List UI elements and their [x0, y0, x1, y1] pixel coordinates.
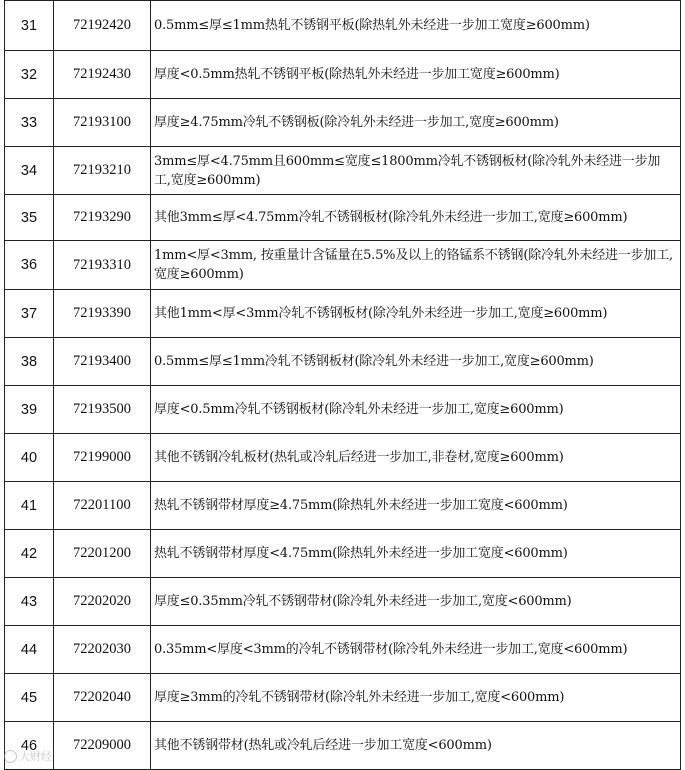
row-number-cell: 32	[5, 51, 54, 99]
product-description-cell: 3mm≤厚<4.75mm且600mm≤宽度≤1800mm冷轧不锈钢板材(除冷轧外未经进一步加工,宽度≥600mm)	[151, 147, 681, 195]
row-number-cell: 43	[5, 578, 54, 626]
product-description-cell: 0.35mm<厚度<3mm的冷轧不锈钢带材(除冷轧外未经进一步加工,宽度<600mm)	[151, 626, 681, 674]
row-number-cell: 39	[5, 386, 54, 434]
tariff-code-cell: 72193500	[54, 386, 151, 434]
watermark-text: 大财经	[19, 750, 52, 763]
tariff-code-cell: 72202020	[54, 578, 151, 626]
tariff-code-cell: 72193290	[54, 195, 151, 241]
row-number-cell: 46	[5, 722, 54, 770]
tariff-code-cell: 72201200	[54, 530, 151, 578]
table-row	[5, 578, 681, 626]
table-row	[5, 147, 681, 195]
row-number-cell: 38	[5, 338, 54, 386]
row-number-cell: 35	[5, 195, 54, 241]
row-number-cell: 44	[5, 626, 54, 674]
tariff-code-cell: 72192430	[54, 51, 151, 99]
table-row	[5, 626, 681, 674]
tariff-code-cell: 72202040	[54, 674, 151, 722]
tariff-code-cell: 72193210	[54, 147, 151, 195]
table-row	[5, 530, 681, 578]
row-number-cell: 40	[5, 434, 54, 482]
table-row	[5, 434, 681, 482]
row-number-cell: 34	[5, 147, 54, 195]
product-description-cell: 0.5mm≤厚≤1mm热轧不锈钢平板(除热轧外未经进一步加工宽度≥600mm)	[151, 1, 681, 51]
product-description-cell: 其他1mm<厚<3mm冷轧不锈钢板材(除冷轧外未经进一步加工,宽度≥600mm)	[151, 290, 681, 338]
product-description-cell: 厚度≤0.35mm冷轧不锈钢带材(除冷轧外未经进一步加工,宽度<600mm)	[151, 578, 681, 626]
tariff-code-cell: 72202030	[54, 626, 151, 674]
row-number-cell: 41	[5, 482, 54, 530]
product-description-cell: 1mm<厚<3mm, 按重量计含锰量在5.5%及以上的铬锰系不锈钢(除冷轧外未经进一步加工,宽度≥600mm)	[151, 241, 681, 290]
tariff-code-cell: 72193310	[54, 241, 151, 290]
row-number-cell: 33	[5, 99, 54, 147]
product-description-cell: 其他不锈钢带材(热轧或冷轧后经进一步加工宽度<600mm)	[151, 722, 681, 770]
tariff-table-body	[5, 1, 681, 770]
table-row	[5, 99, 681, 147]
product-description-cell: 0.5mm≤厚≤1mm冷轧不锈钢板材(除冷轧外未经进一步加工,宽度≥600mm)	[151, 338, 681, 386]
row-number-cell: 31	[5, 1, 54, 51]
table-row	[5, 195, 681, 241]
table-row	[5, 1, 681, 51]
product-description-cell: 厚度<0.5mm热轧不锈钢平板(除热轧外未经进一步加工宽度≥600mm)	[151, 51, 681, 99]
row-number-cell: 45	[5, 674, 54, 722]
table-row	[5, 338, 681, 386]
table-row	[5, 51, 681, 99]
tariff-code-cell: 72192420	[54, 1, 151, 51]
table-row	[5, 241, 681, 290]
row-number-cell: 37	[5, 290, 54, 338]
product-description-cell: 厚度≥4.75mm冷轧不锈钢板(除冷轧外未经进一步加工,宽度≥600mm)	[151, 99, 681, 147]
table-row	[5, 674, 681, 722]
table-row	[5, 386, 681, 434]
row-number-cell: 42	[5, 530, 54, 578]
product-description-cell: 厚度≥3mm的冷轧不锈钢带材(除冷轧外未经进一步加工,宽度<600mm)	[151, 674, 681, 722]
tariff-code-cell: 72193100	[54, 99, 151, 147]
tariff-code-cell: 72193400	[54, 338, 151, 386]
product-description-cell: 热轧不锈钢带材厚度≥4.75mm(除热轧外未经进一步加工宽度<600mm)	[151, 482, 681, 530]
product-description-cell: 其他3mm≤厚<4.75mm冷轧不锈钢板材(除冷轧外未经进一步加工,宽度≥600mm)	[151, 195, 681, 241]
row-number-cell: 36	[5, 241, 54, 290]
table-row	[5, 482, 681, 530]
product-description-cell: 其他不锈钢冷轧板材(热轧或冷轧后经进一步加工,非卷材,宽度≥600mm)	[151, 434, 681, 482]
tariff-code-cell: 72201100	[54, 482, 151, 530]
product-description-cell: 热轧不锈钢带材厚度<4.75mm(除热轧外未经进一步加工宽度<600mm)	[151, 530, 681, 578]
tariff-code-cell: 72193390	[54, 290, 151, 338]
tariff-table	[4, 0, 681, 770]
product-description-cell: 厚度<0.5mm冷轧不锈钢板材(除冷轧外未经进一步加工,宽度≥600mm)	[151, 386, 681, 434]
tariff-code-cell: 72209000	[54, 722, 151, 770]
tariff-code-cell: 72199000	[54, 434, 151, 482]
table-row	[5, 722, 681, 770]
table-row	[5, 290, 681, 338]
